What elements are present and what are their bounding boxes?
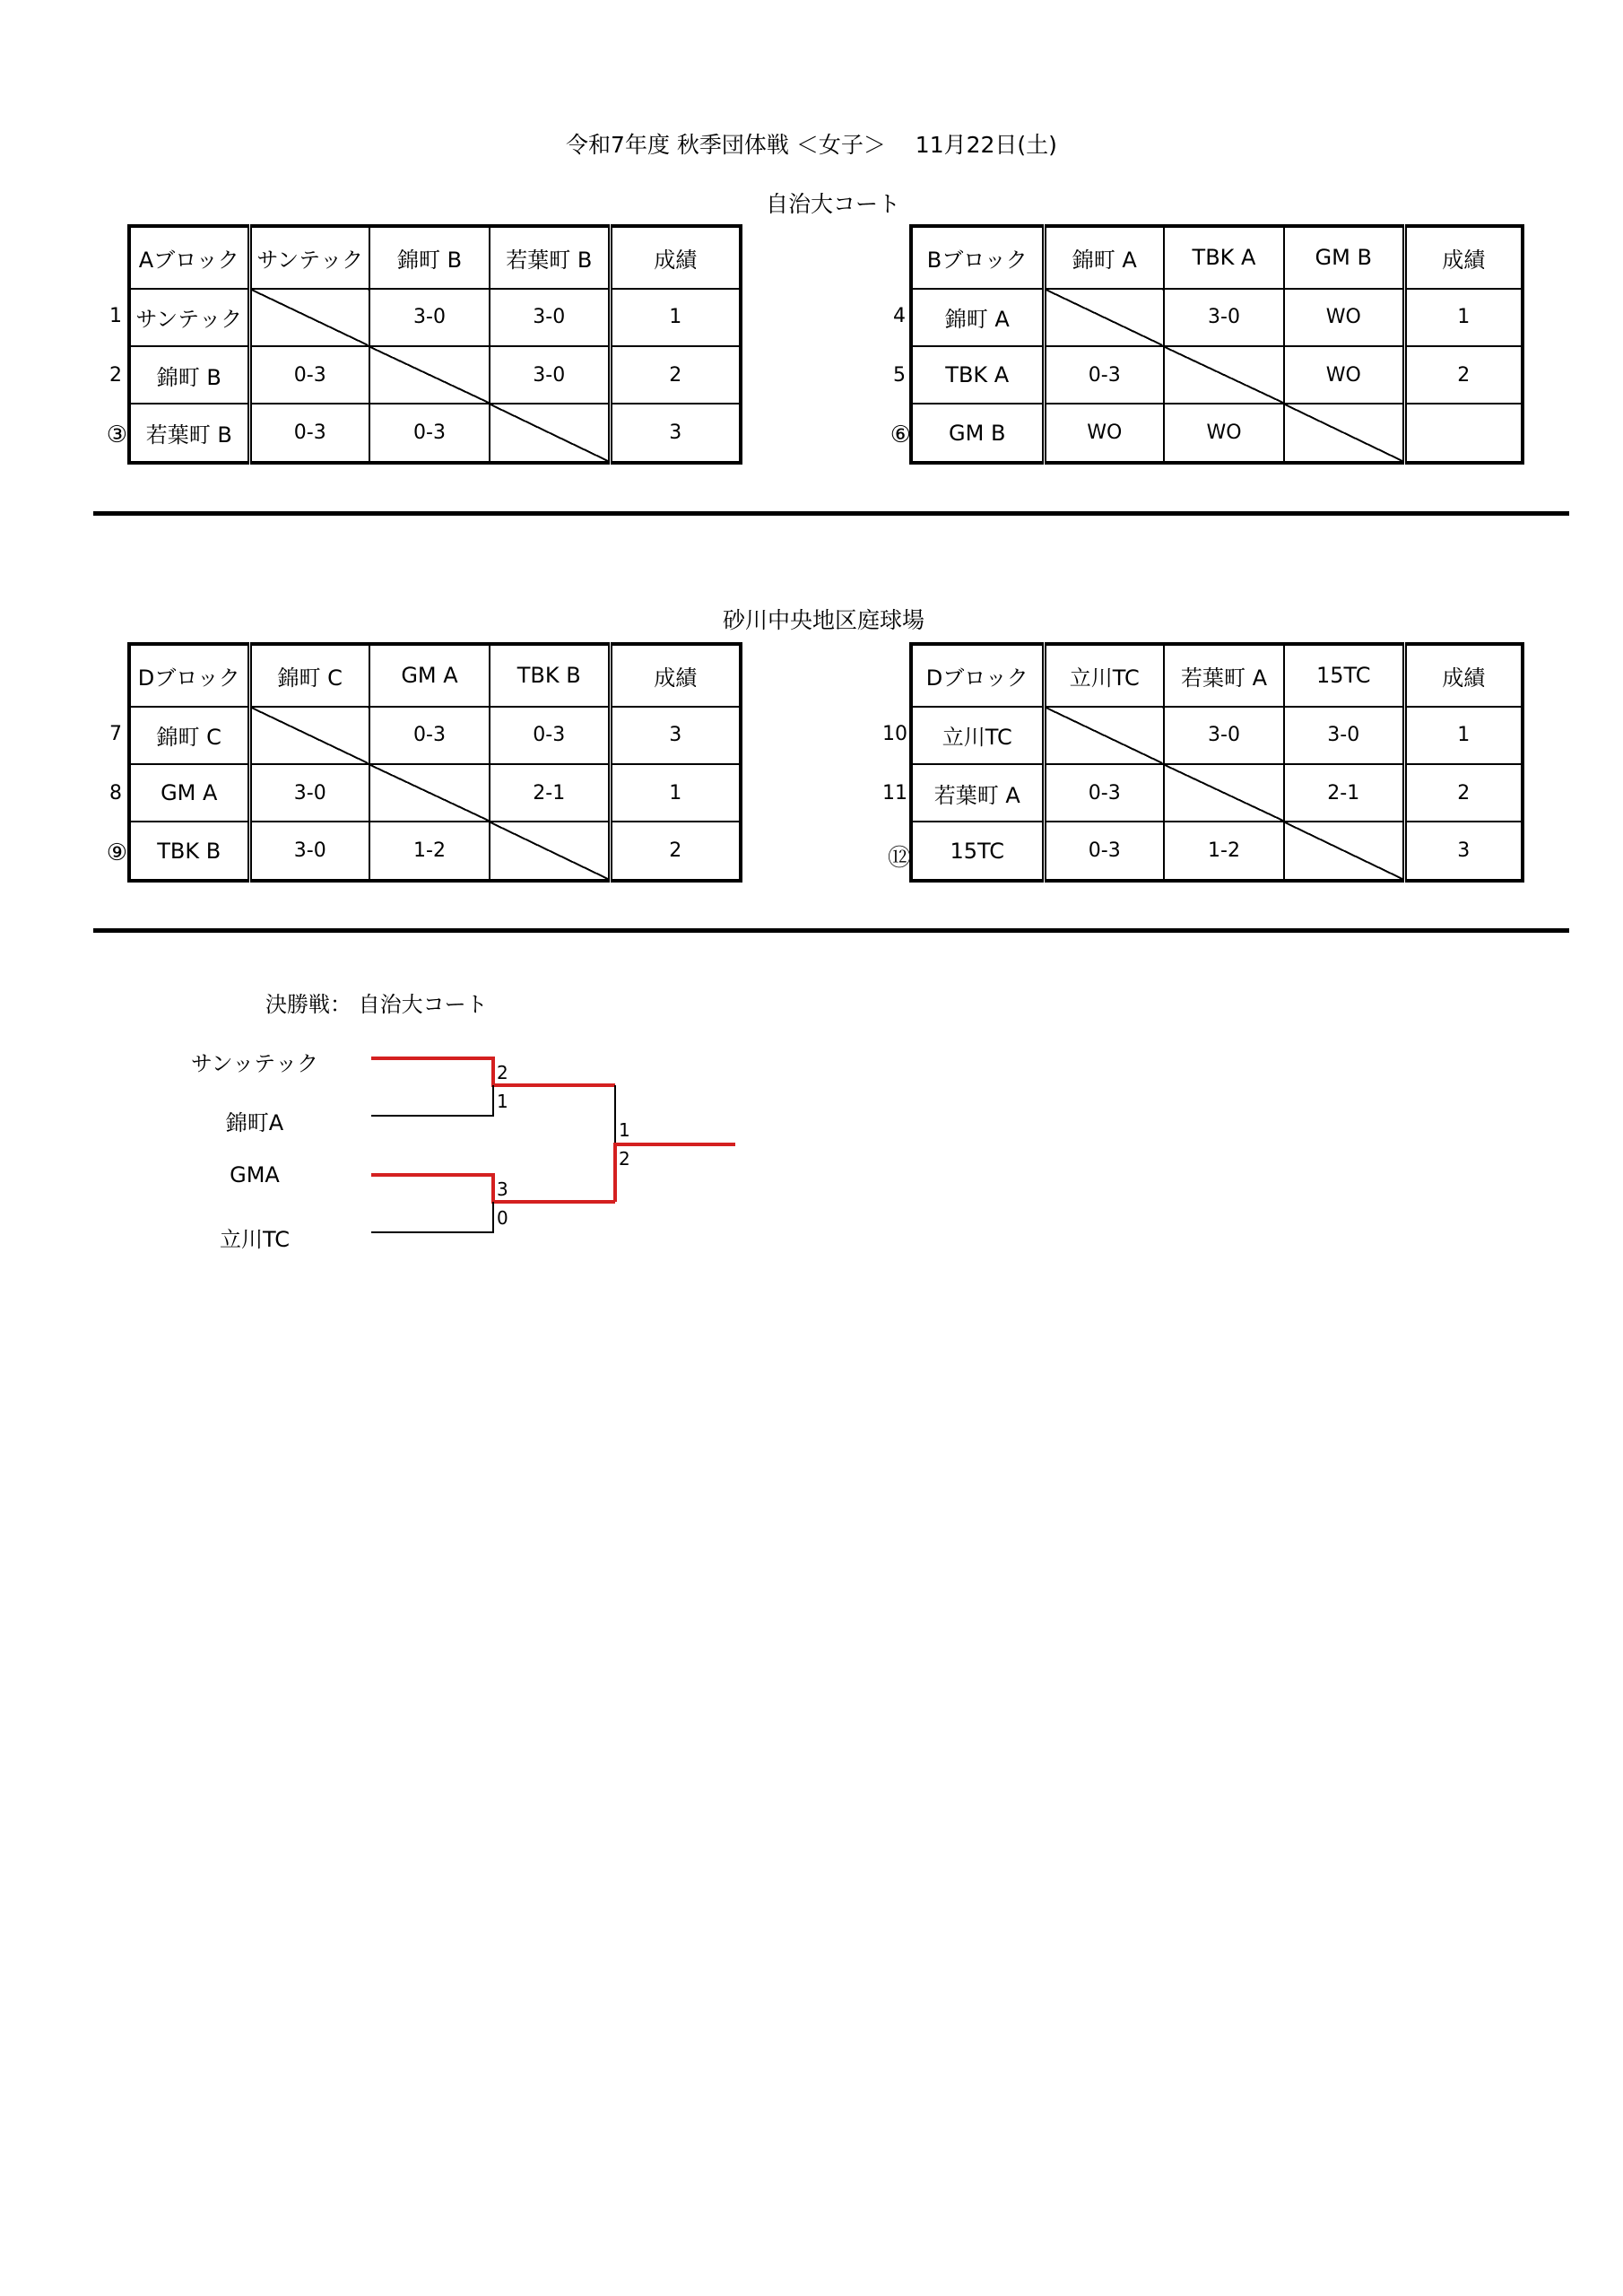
score-final-bottom: 2 <box>619 1148 630 1170</box>
col-grade: 成績 <box>1404 226 1523 289</box>
col-team: 錦町 A <box>1044 226 1164 289</box>
score-cell: WO <box>1284 346 1404 404</box>
col-team: サンテック <box>249 226 369 289</box>
col-team: 若葉町 B <box>490 226 610 289</box>
row-number: 5 <box>893 364 906 387</box>
row-number: 10 <box>882 723 907 745</box>
col-team: 立川TC <box>1044 644 1164 707</box>
row-team: TBK B <box>129 822 249 881</box>
score-cell: 2-1 <box>1284 764 1404 822</box>
row-number: 8 <box>109 782 122 804</box>
row-team: 15TC <box>911 822 1044 881</box>
grade-cell: 2 <box>610 346 741 404</box>
score-cell: 0-3 <box>1044 346 1164 404</box>
col-team: TBK A <box>1164 226 1284 289</box>
venue-top: 自治大コート <box>766 191 901 217</box>
score-cell: 3-0 <box>249 764 369 822</box>
score-cell: 0-3 <box>1044 822 1164 881</box>
final-team-1: サンッテック <box>190 1051 319 1076</box>
row-team: 若葉町 A <box>911 764 1044 822</box>
block-label: Dブロック <box>911 644 1044 707</box>
page-title: 令和7年度 秋季団体戦 ＜女子＞ 11月22日(土) <box>566 132 1057 158</box>
col-grade: 成績 <box>1404 644 1523 707</box>
row-team: 錦町 C <box>129 707 249 764</box>
score-cell: 0-3 <box>369 404 490 463</box>
row-number: ③ <box>106 422 127 448</box>
final-team-2: 錦町A <box>225 1110 284 1135</box>
bracket-line-team4 <box>371 1202 493 1232</box>
score-cell: 1-2 <box>369 822 490 881</box>
grade-cell: 1 <box>610 764 741 822</box>
row-team: 錦町 B <box>129 346 249 404</box>
score-cell: 3-0 <box>249 822 369 881</box>
col-team: GM A <box>369 644 490 707</box>
venue-middle: 砂川中央地区庭球場 <box>723 607 925 633</box>
row-team: 立川TC <box>911 707 1044 764</box>
score-final-top: 1 <box>619 1119 630 1141</box>
grade-cell: 2 <box>1404 346 1523 404</box>
col-team: 錦町 B <box>369 226 490 289</box>
row-team: 錦町 A <box>911 289 1044 346</box>
block-label: Dブロック <box>129 644 249 707</box>
final-team-4: 立川TC <box>219 1227 290 1252</box>
score-cell: 0-3 <box>249 404 369 463</box>
row-team: サンテック <box>129 289 249 346</box>
final-team-3: GMA <box>230 1162 280 1187</box>
score-cell: 0-3 <box>249 346 369 404</box>
col-team: GM B <box>1284 226 1404 289</box>
final-title: 決勝戦： 自治大コート <box>265 992 488 1017</box>
grade-cell: 3 <box>610 404 741 463</box>
grade-cell: 3 <box>610 707 741 764</box>
grade-cell: 1 <box>610 289 741 346</box>
bracket-line-final-winner <box>615 1144 735 1202</box>
score-cell: 3-0 <box>1164 289 1284 346</box>
score-cell: 3-0 <box>369 289 490 346</box>
bracket-line-team3 <box>371 1175 615 1202</box>
grade-cell: 3 <box>1404 822 1523 881</box>
grade-cell: 1 <box>1404 707 1523 764</box>
row-team: GM A <box>129 764 249 822</box>
score-cell: 3-0 <box>490 289 610 346</box>
score-cell: 2-1 <box>490 764 610 822</box>
row-team: 若葉町 B <box>129 404 249 463</box>
col-grade: 成績 <box>610 226 741 289</box>
row-team: GM B <box>911 404 1044 463</box>
score-cell: 3-0 <box>1164 707 1284 764</box>
row-number: ⑥ <box>890 422 911 448</box>
score-cell: WO <box>1044 404 1164 463</box>
grade-cell: 1 <box>1404 289 1523 346</box>
row-number: 2 <box>109 364 122 387</box>
bracket-line-team2 <box>371 1085 493 1116</box>
row-number: ⑨ <box>106 839 127 866</box>
bracket-line-team1 <box>371 1058 615 1085</box>
col-team: 15TC <box>1284 644 1404 707</box>
block-label: Aブロック <box>129 226 249 289</box>
score-cell: 3-0 <box>490 346 610 404</box>
score-cell: WO <box>1284 289 1404 346</box>
score-cell: 0-3 <box>1044 764 1164 822</box>
row-number: 1 <box>109 305 122 327</box>
score-semi2-team2: 0 <box>497 1207 508 1229</box>
score-semi1-team2: 1 <box>497 1091 508 1112</box>
row-team: TBK A <box>911 346 1044 404</box>
grade-cell: 2 <box>610 822 741 881</box>
row-number: ⑫ <box>887 845 911 872</box>
grade-cell: 2 <box>1404 764 1523 822</box>
score-semi2-team1: 3 <box>497 1178 508 1200</box>
row-number: 11 <box>882 782 907 804</box>
score-cell: 1-2 <box>1164 822 1284 881</box>
row-number: 7 <box>109 723 122 745</box>
block-label: Bブロック <box>911 226 1044 289</box>
score-cell: WO <box>1164 404 1284 463</box>
col-team: TBK B <box>490 644 610 707</box>
score-cell: 3-0 <box>1284 707 1404 764</box>
score-cell: 0-3 <box>490 707 610 764</box>
col-grade: 成績 <box>610 644 741 707</box>
col-team: 錦町 C <box>249 644 369 707</box>
score-cell: 0-3 <box>369 707 490 764</box>
score-semi1-team1: 2 <box>497 1062 508 1083</box>
row-number: 4 <box>893 305 906 327</box>
col-team: 若葉町 A <box>1164 644 1284 707</box>
